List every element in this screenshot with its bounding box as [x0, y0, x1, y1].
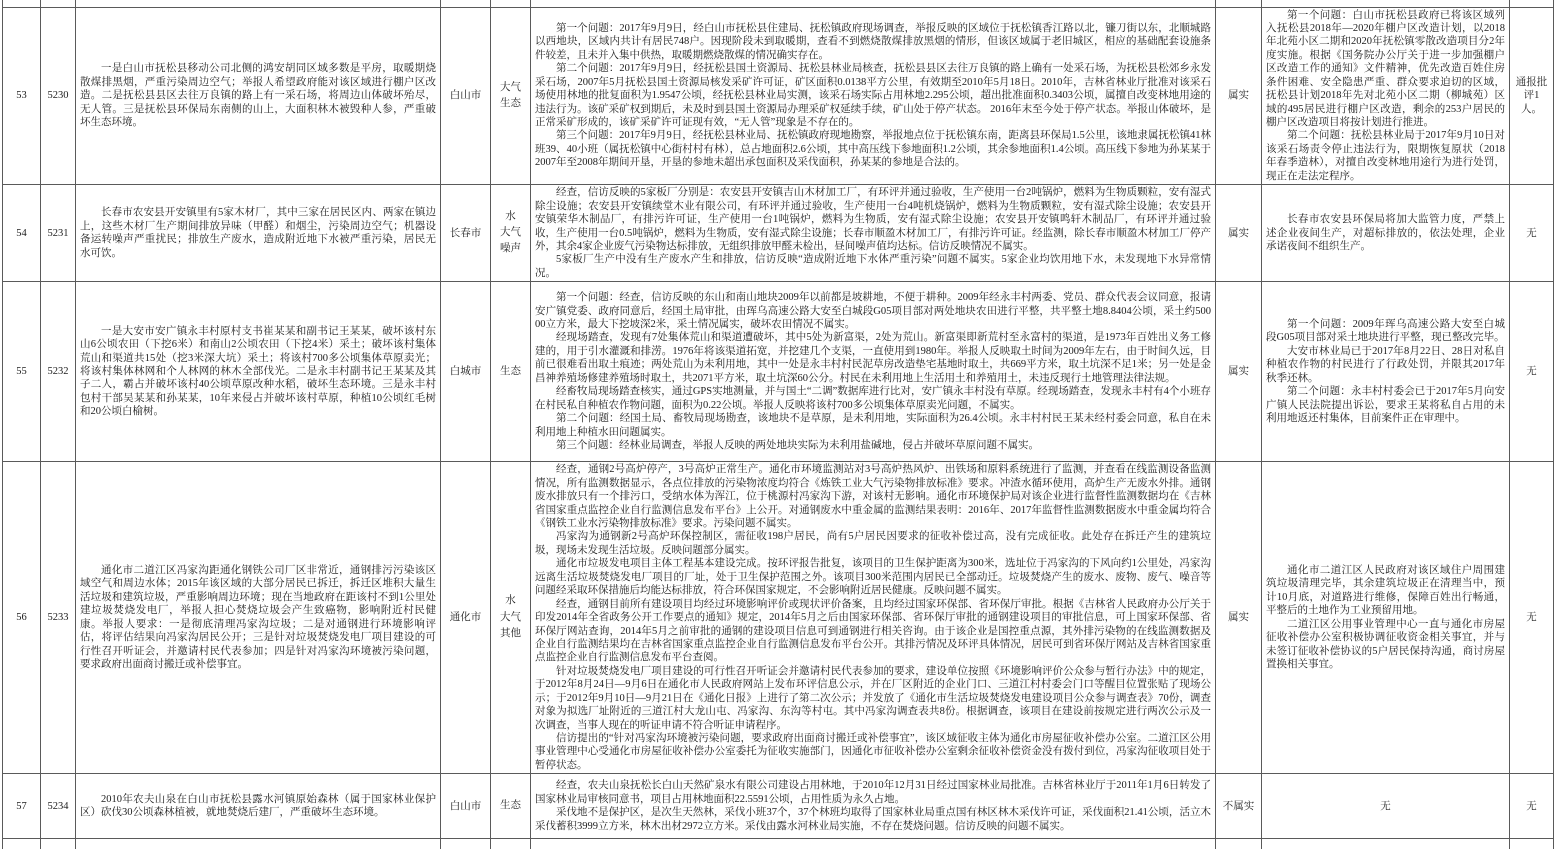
seq-cell: 55: [3, 282, 41, 462]
paragraph: 经查，通钢2号高炉停产，3号高炉正常生产。通化市环境监测站对3号高炉热风炉、出铁场和原料系统进行了监测，并查看在线监测设备监测情况，所有监测数据显示，各点位排放的污染物浓度均符合《炼铁工业大气污染物排放标准》要求。冲渣水循环使用，高炉生产无废水外排。通钢废水排放只有一个排污口，受纳水体为浑江，位于桃源村冯家沟下游，对该村无影响。通化市环境保护局对该企业进行监督性监测数据均在《吉林省国家重点监控企业自行监测信息发布平台》上公开。对通钢废水中重金属的监测结果表明：2016年、2017年监督性监测数据废水中重金属均符合《钢铁工业水污染物排放标准》要求。污染问题不属实。: [535, 464, 1211, 529]
paragraph: 第二个问题：经国土局、畜牧局现场勘查，该地块不是草原，是未利用地，实际面积为26.4公顷。永丰村村民王某未经村委会同意，私自在未利用地上种植水田问题属实。: [535, 413, 1211, 438]
paragraph: 第二个问题：2017年9月9日，经抚松县国土资源局、抚松县林业局核查，抚松县县区去往万良镇的路上确有一处采石场，为抚松县松郊乡永发采石场，2007年5月抚松县国土资源局核发采矿许可证，矿区面积0.0138平方公里，有效期至2010年5月18日。2010年，吉林省林业厅批准对该采石场使用林地的批复面积为1.9547公顷，经抚松县林业局实测，该采石场实际占用林地2.295公顷，超出批准面积0.3403公顷，属擅自改变林地用途的违法行为。该矿采矿权到期后，未及时到县国土资源局办理采矿权延续手续，矿山处于停产状态。 2016年末至今处于停产状态。举报山体破坏，是正常采矿形成的，该矿采矿许可证现有效，“无人管”现象是不存在的。: [535, 63, 1211, 128]
category-cell: [491, 7, 531, 185]
paragraph: 通化市二道江区冯家沟距通化钢铁公司厂区非常近，通钢排污污染该区域空气和周边水体；2015年该区域的大部分居民已拆迁，拆迁区堆积大量生活垃圾和建筑垃圾，严重影响周边环境；现在当地政府在距该村不到1公里处建垃圾焚烧发电厂，举报人担心焚烧垃圾会产生致癌物，影响附近村民健康。举报人要求：一是彻底清理冯家沟垃圾；二是对通钢进行环境影响评估，将评估结果向冯家沟居民公开；三是针对垃圾焚烧发电厂项目建设的可行性召开听证会，并邀请村民代表参加；四是针对冯家沟环境被污染问题，要求政府出面商讨搬迁或补偿事宜。: [80, 565, 436, 671]
category-cell: [491, 185, 531, 282]
accountability-cell: 无: [1510, 185, 1554, 282]
table-row-partial-top: [3, 0, 1554, 7]
verdict-cell: 属实: [1216, 282, 1262, 462]
paragraph: 其他: [500, 627, 521, 639]
empty-cell: [76, 839, 441, 849]
table-row: [3, 462, 1554, 774]
paragraph: 第二个问题：抚松县林业局于2017年9月10日对该采石场责令停止违法行为，限期恢复原状（2018年春季造林），对擅自改变林地用途行为进行处罚，现正在走法定程序。: [1266, 130, 1505, 182]
empty-cell: [441, 839, 491, 849]
paragraph: 生态: [500, 97, 521, 109]
table-row: [3, 7, 1554, 185]
empty-cell: [531, 839, 1216, 849]
paragraph: 二道江区公用事业管理中心一直与通化市房屋征收补偿办公室积极协调征收资金相关事宜，并与未签订征收补偿协议的5户居民保持沟通，商讨房屋置换相关事宜。: [1266, 618, 1505, 671]
paragraph: 通化市二道江区人民政府对该区域住户周围建筑垃圾清理完毕，其余建筑垃圾正在清理当中，预计10月底，对道路进行维修，保障百姓出行畅通，平整后的土地作为工业预留用地。: [1266, 565, 1505, 617]
accountability-cell: 无: [1510, 462, 1554, 774]
table-row: [3, 185, 1554, 282]
paragraph: 第二个问题：永丰村村委会已于2017年5月向安广镇人民法院提出诉讼，要求王某将私自占用的未利用地返还村集体，目前案件正在审理中。: [1266, 386, 1505, 425]
paragraph: 生态: [500, 365, 521, 377]
paragraph: 长春市农安县开安镇里有5家木材厂，其中三家在居民区内、两家在镇边上，这些木材厂生产期间排放异味（甲醛）和烟尘，污染周边空气；机器设备运转噪声严重扰民；排放生产废水，造成附近地下水被严重污染，居民无水可饮。: [80, 207, 436, 259]
paragraph: 2010年农夫山泉在白山市抚松县露水河镇原始森林（属于国家林业保护区）砍伐30公顷森林植被，就地焚烧后建厂，严重破坏生态环境。: [80, 793, 436, 819]
paragraph: 采伐地不是保护区，是次生天然林，采伐小班37个，37个林班均取得了国家林业局重点国有林区林木采伐许可证，采伐面积21.41公顷，活立木采伐蓄积3999立方米，林木出材2972立方米。采伐由露水河林业局实施，不存在焚烧问题。信访反映的问题不属实。: [535, 807, 1211, 832]
complaint-cell: [76, 7, 441, 185]
paragraph: 第一个问题：2009年珲乌高速公路大安至白城段G05项目部对采土地块进行平整，现已整改完毕。: [1266, 319, 1505, 344]
city-cell: 白山市: [441, 7, 491, 185]
case-no-cell: 5231: [41, 185, 76, 282]
paragraph: 5家板厂生产中没有生产废水产生和排放，信访反映“造成附近地下水体严重污染”问题不属实。5家企业均饮用地下水，未发现地下水异常情况。: [535, 254, 1211, 279]
table-row: [3, 282, 1554, 462]
verdict-cell: 属实: [1216, 185, 1262, 282]
paragraph: 经查，农夫山泉抚松长白山天然矿泉水有限公司建设占用林地，于2010年12月31日经过国家林业局批准。吉林省林业厅于2011年1月6日转发了国家林业局审核同意书，项目占用林地面积22.5591公顷，占用性质为永久占地。: [535, 780, 1211, 805]
city-cell: 长春市: [441, 185, 491, 282]
case-no-cell: 5232: [41, 282, 76, 462]
empty-cell: [441, 0, 491, 7]
paragraph: 生态: [500, 800, 521, 812]
handling-cell: [1262, 7, 1510, 185]
table-row: [3, 774, 1554, 839]
investigation-cell: [531, 462, 1216, 774]
handling-cell: [1262, 185, 1510, 282]
investigation-cell: [531, 774, 1216, 839]
investigation-cell: [531, 282, 1216, 462]
empty-cell: [491, 839, 531, 849]
verdict-cell: 属实: [1216, 462, 1262, 774]
paragraph: 大气: [500, 81, 521, 93]
empty-cell: [1510, 839, 1554, 849]
empty-cell: [1216, 0, 1262, 7]
paragraph: 冯家沟为通钢新2号高炉环保控制区，需征收198户居民，尚有5户居民因要求的征收补偿过高，没有完成征收。此处存在拆迁产生的建筑垃圾，现场未发现生活垃圾。反映问题部分属实。: [535, 531, 1211, 556]
case-no-cell: 5233: [41, 462, 76, 774]
empty-cell: [41, 839, 76, 849]
paragraph: 第三个问题：经林业局调查，举报人反映的两处地块实际为未利用盐碱地，侵占并破坏草原问题不属实。: [556, 439, 1039, 451]
paragraph: 噪声: [500, 243, 521, 255]
handling-cell: [1262, 282, 1510, 462]
investigation-cell: [531, 7, 1216, 185]
seq-cell: 54: [3, 185, 41, 282]
paragraph: 通化市垃圾发电项目主体工程基本建设完成。按环评报告批复，该项目的卫生保护距离为300米，选址位于冯家沟的下风向约1公里处，冯家沟远离生活垃圾焚烧发电厂项目的厂址，处于卫生保护范围之外。该项目300米范围内居民已全部动迁。垃圾焚烧产生的废水、废物、废气、噪音等问题经采取环保措施后均能达标排放，符合环保国家规定，不会影响附近居民健康。反映问题不属实。: [535, 558, 1211, 597]
paragraph: 大气: [500, 227, 521, 239]
city-cell: 白山市: [441, 774, 491, 839]
empty-cell: [491, 0, 531, 7]
category-cell: [491, 282, 531, 462]
complaint-cell: [76, 462, 441, 774]
paragraph: 长春市农安县环保局将加大监管力度，严禁上述企业夜间生产，对超标排放的，依法处理，企业承诺夜间不组织生产。: [1266, 214, 1505, 252]
accountability-cell: 无: [1510, 282, 1554, 462]
paragraph: 经畜牧局现场踏查核实，通过GPS实地测量，并与国土“二调”数据库进行比对，安广镇永丰村没有草原。经现场踏查，发现永丰村有4个小班存在村民私自种植农作物问题，面积为0.22公顷。举报人反映将该村700多公顷集体草原卖光问题，不属实。: [535, 386, 1211, 411]
empty-cell: [3, 0, 41, 7]
case-no-cell: 5234: [41, 774, 76, 839]
complaint-cell: [76, 185, 441, 282]
empty-cell: [1262, 839, 1510, 849]
paragraph: 第一个问题：经查，信访反映的东山和南山地块2009年以前都是坡耕地，不便于耕种。2009年经永丰村两委、党员、群众代表会议同意，报请安广镇党委、政府同意后，经国土局审批，由珲乌高速公路大安至白城段G05项目部对两处地块农田进行平整，共平整土地8.8404公顷，采土约50000立方米，最大下挖坡深2米，采土情况属实，破坏农田情况不属实。: [535, 292, 1211, 330]
paragraph: 第一个问题：白山市抚松县政府已将该区域列入抚松县2018年—2020年棚户区改造计划，以2018年北苑小区二期和2020年抚松镇零散改造项目分2年度实施。根据《国务院办公厅关于进一步加强棚户区改造工作的通知》文件精神，优先改造百姓住房条件困难、安全隐患严重、群众要求迫切的区域，抚松县计划2018年先对北苑小区二期（柳城苑）区域的495居民进行棚户区改造，剩余的253户居民的棚户区改造项目将按计划进行推进。: [1266, 9, 1505, 128]
empty-cell: [3, 839, 41, 849]
paragraph: 水: [505, 210, 516, 222]
empty-cell: [531, 0, 1216, 7]
inspection-table: [2, 0, 1554, 849]
city-cell: 白城市: [441, 282, 491, 462]
paragraph: 信访提出的“针对冯家沟环境被污染问题，要求政府出面商讨搬迁或补偿事宜”，该区域征收主体为通化市房屋征收补偿办公室。二道江区公用事业管理中心受通化市房屋征收补偿办公室委托为征收实施部门，因通化市征收补偿办公室剩余征收补偿资金没有拨付到位，冯家沟征收项目处于暂停状态。: [535, 733, 1211, 771]
empty-cell: [1262, 0, 1510, 7]
category-cell: [491, 774, 531, 839]
empty-cell: [1510, 0, 1554, 7]
complaint-cell: [76, 774, 441, 839]
paragraph: 经查，通钢目前所有建设项目均经过环境影响评价或现状评价备案，且均经过国家环保部、省环保厅审批。根据《吉林省人民政府办公厅关于印发2014年全省政务公开工作要点的通知》规定，2014年5月之后由国家环保部、省环保厅审批的通钢建设项目的审批信息，可上国家环保部、省环保厅网站查询，2014年5月之前审批的通钢的建设项目信息可到通钢进行相关咨询。由于该企业是国控重点源，其外排污染物的在线监测数据及企业自行监测结果均在吉林省国家重点监控企业自行监测信息发布平台公开。其排污情况及环评具体情况，居民可到省环保厅网站及吉林省国家重点监控企业自行监测信息发布平台查阅。: [535, 598, 1211, 664]
paragraph: 水: [505, 595, 516, 607]
seq-cell: 56: [3, 462, 41, 774]
empty-cell: [1216, 839, 1262, 849]
paragraph: 经查，信访反映的5家板厂分别是：农安县开安镇吉山木材加工厂，有环评并通过验收，生产使用一台2吨锅炉，燃料为生物质颗粒，安有湿式除尘设施；农安县开安镇续堂木业有限公司，有环评并通过验收，生产使用一台4吨机烧锅炉，燃料为生物质颗粒，安有湿式除尘设施；农安县开安镇荣华木制品厂，有排污许可证，生产使用一台1吨锅炉，燃料为生物质，安有湿式除尘设施；农安县开安镇鸣轩木制品厂，有环评并通过验收，生产使用一台0.5吨锅炉，燃料为生物质，安有湿式除尘设施；长春市顺盈木材加工厂，有排污许可证。经监测，除长春市顺盈木材加工厂停产外，其余4家企业废气污染物达标排放，无组织排放甲醛未检出，昼间噪声值均达标。信访反映情况不属实。: [535, 187, 1211, 252]
complaint-cell: [76, 282, 441, 462]
accountability-cell: 通报批评1人。: [1510, 7, 1554, 185]
seq-cell: 53: [3, 7, 41, 185]
city-cell: 通化市: [441, 462, 491, 774]
empty-cell: [76, 0, 441, 7]
table-row-partial-bottom: [3, 839, 1554, 849]
paragraph: 第三个问题：2017年9月9日，经抚松县林业局、抚松镇政府现地勘察，举报地点位于抚松镇东南，距离县环保局1.5公里，该地隶属抚松镇41林班39、40小班（属抚松镇中心街村村有林），总占地面积2.6公顷，其中高压线下参地面积1.2公顷，其余参地面积1.4公顷。高压线下参地为孙某某于2007年至2008年期间开垦，开垦的参地未超出承包面积及采伐面积，孙某某的参地是合法的。: [535, 130, 1211, 169]
verdict-cell: 不属实: [1216, 774, 1262, 839]
verdict-cell: 属实: [1216, 7, 1262, 185]
handling-cell: 无: [1262, 774, 1510, 839]
paragraph: 第一个问题：2017年9月9日，经白山市抚松县住建局、抚松镇政府现场调查，举报反映的区域位于抚松镇香江路以北，镰刀街以东，北顺城路以西地块，区域内共计有居民748户。因现阶段未到取暖期，查看不到燃烧散煤排放黑烟的情形，但该区域属于老旧城区，相应的基础配套设施条件较差，且未并入集中供热，取暖期燃烧散煤的情况确实存在。: [535, 22, 1211, 61]
accountability-cell: 无: [1510, 774, 1554, 839]
investigation-cell: [531, 185, 1216, 282]
handling-cell: [1262, 462, 1510, 774]
category-cell: [491, 462, 531, 774]
paragraph: 针对垃圾焚烧发电厂项目建设的可行性召开听证会并邀请村民代表参加的要求，建设单位按照《环境影响评价公众参与暂行办法》中的规定，于2012年8月24日—9月6日在通化市人民政府网站上发布环评信息公示，并在厂区附近的企业门口、三道江村村委会门口等醒目位置张贴了现场公示；于2012年9月10日—9月21日在《通化日报》上进行了第二次公示；并发放了《通化市生活垃圾焚烧发电建设项目公众参与调查表》70份，调查对象为拟选厂址附近的三道江村大龙山屯、冯家沟、东沟等村屯。其中冯家沟调查表共8份。根据调查，该项目在建设前按规定进行两次公示及一次调查，当事人现在的听证申请不符合听证申请程序。: [535, 665, 1211, 731]
paragraph: 大气: [500, 611, 521, 623]
paragraph: 一是大安市安广镇永丰村原村支书崔某某和副书记王某某，破坏该村东山6公顷农田（下挖6米）和南山2公顷农田（下挖4米）采土；破坏该村集体荒山和渠道共15处（挖3米深大坑）采土；将该村700多公顷集体草原卖光；将该村集体林网和个人林网的林木全部伐光。二是永丰村副书记王某某及其子二人，霸占并破坏该村40公顷草原改种水稻，破坏生态环境。三是永丰村包村干部吴某某和孙某某，10年来侵占并破坏该村草原，种植10公顷红毛树和20公顷白榆树。: [80, 325, 436, 418]
empty-cell: [41, 0, 76, 7]
seq-cell: 57: [3, 774, 41, 839]
paragraph: 经现场踏查，发现有7处集体荒山和渠道遭破坏，其中5处为新富渠，2处为荒山。新富渠即新荒村至永富村的渠道，是1973年百姓出义务工修建的，用于引水灌溉和排涝。1976年将该渠道拓宽，并挖建几个支渠，一直使用到1980年。举报人反映取土时间为2009年左右，由于时间久远，目前已很难看出取土痕迹；两处荒山为未利用地，其中一处是永丰村村民泥草房改造垫宅基地时取土，共669平方米，取土坑深不足1米；另一处是金昌神养殖场修建养殖场时取土，共2071平方米，取土坑深60公分。村民在未利用地上生活用土和养殖用土，未违反现行土地管理法律法规。: [535, 332, 1211, 384]
case-no-cell: 5230: [41, 7, 76, 185]
paragraph: 一是白山市抚松县移动公司北侧的鸿安胡同区域多数是平房，取暖期烧散煤排黑烟，严重污染周边空气；举报人希望政府能对该区域进行棚户区改造。二是抚松县县区去往万良镇的路上有一采石场，将周边山体破坏殆尽，无人管。三是抚松县环保局东南侧的山上，大面积林木被毁种人参，严重破坏生态环境。: [80, 63, 436, 128]
paragraph: 大安市林业局已于2017年8月22日、28日对私自种植农作物的村民进行了行政处罚，并限其2017年秋季还林。: [1266, 345, 1505, 384]
